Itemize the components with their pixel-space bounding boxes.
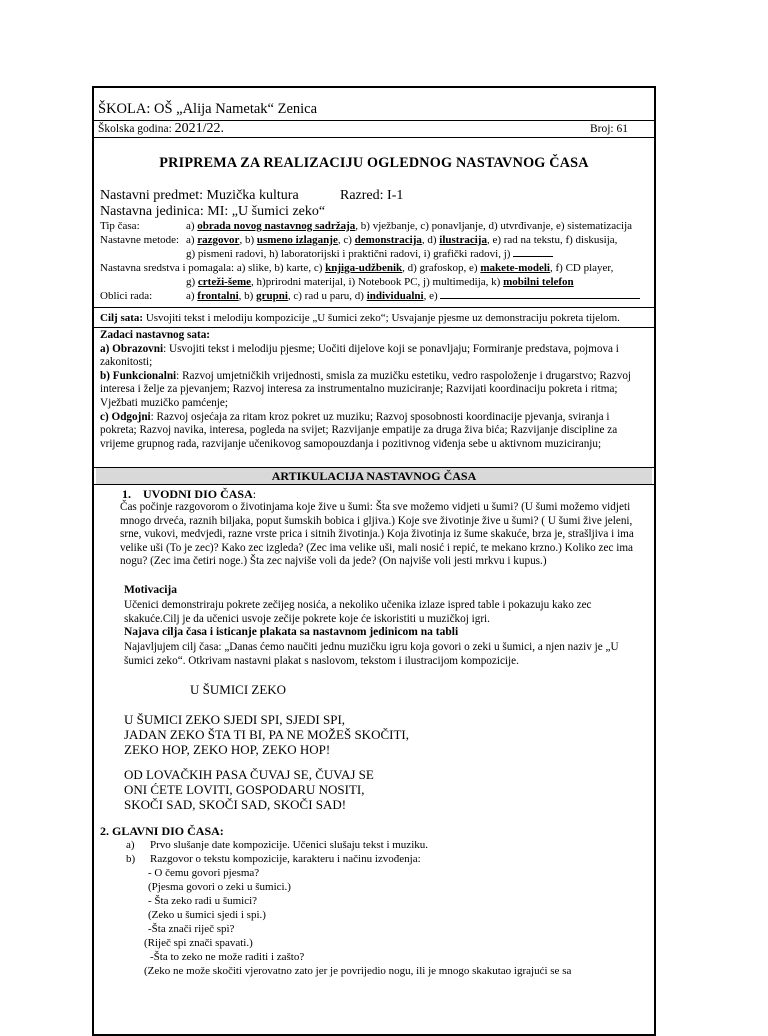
school-year-label: Školska godina: [98, 123, 172, 135]
announce-heading: Najava cilja časa i isticanje plakata sa nastavnom jedinicom na tabli [124, 626, 459, 638]
qa-line: - Šta zeko radi u šumici? [148, 895, 258, 907]
intro-heading: 1. UVODNI DIO ČASA: [122, 487, 257, 501]
means-line2: g) crteži-šeme, h)prirodni materijal, i) Notebook PC, j) multimedija, k) mobilni telefon [186, 276, 574, 288]
song-title: U ŠUMICI ZEKO [190, 682, 287, 697]
qa-line: (Zeko u šumici sjedi i spi.) [148, 909, 266, 921]
main-item-a-num: a) [126, 839, 135, 851]
lesson-tasks: Zadaci nastavnog sata: a) Obrazovni: Usvojiti tekst i melodiju pjesme; Uočiti dijelove koji se ponavljaju; Formiranje predstava, pojmova i zakonitosti; b) Funkcionalni: Razvoj umjetničkih vrijednosti, smisla za muzičku estetiku, vedro raspoloženje i drugarstvo; Razvoj interesa i želje za pjevanjem; Razvoj interesa za instrumentalno muziciranje; Razvijati koordinaciju pokreta i ritma; Vježbati muzičko pamćenje; c) Odgojni: Razvoj osjećaja za ritam kroz pokret uz muziku; Razvoj sposobnosti koordinacije pjevanja, sviranja i pokreta; Razvoj navika, interesa, pogleda na svijet; Razvijanje empatije za druga živa bića; Razvijanje discipline za vrijeme grupnog rada, razvijanje učenikovog samopouzdanja i pozitivnog viđenja sebe u aktivnom muziciranju; [100, 329, 632, 450]
methods-options: a) razgovor, b) usmeno izlaganje, c) demonstracija, d) ilustracija, e) rad na tekstu, f) diskusija, [186, 234, 618, 246]
divider [94, 137, 654, 138]
song-verse1-line1: U ŠUMICI ZEKO SJEDI SPI, SJEDI SPI, [124, 712, 346, 727]
subject-line: Nastavni predmet: Muzička kultura [100, 188, 299, 203]
divider [94, 484, 654, 485]
document-number: Broj: 61 [589, 123, 628, 135]
main-item-b-text: Razgovor o tekstu kompozicije, karakteru i načinu izvođenja: [150, 853, 421, 865]
divider [94, 307, 654, 308]
lesson-type-options: a) obrada novog nastavnog sadržaja, b) vježbanje, c) ponavljanje, d) utvrđivanje, e) sistematizacija [186, 220, 633, 232]
qa-line: (Riječ spi znači spavati.) [144, 937, 253, 949]
methods-label: Nastavne metode: [100, 234, 180, 246]
main-heading: 2. GLAVNI DIO ČASA: [100, 824, 224, 838]
qa-line: (Zeko ne može skočiti vjerovatno zato jer je povrijedio nogu, ili je mnogo skakutao igrajući se sa [144, 965, 572, 977]
qa-line: -Šta znači riječ spi? [148, 923, 235, 935]
song-verse2-line1: OD LOVAČKIH PASA ČUVAJ SE, ČUVAJ SE [124, 767, 374, 782]
methods-options-line2: g) pismeni radovi, h) laboratorijski i praktični radovi, i) grafički radovi, j) [186, 249, 553, 260]
intro-text: Čas počinje razgovorom o životinjama koje žive u šumi: Šta sve možemo vidjeti u šumi? (U šumi možemo vidjeti mnogo drveća, raznih biljaka, poput šumskih bobica i gljiva.) Koje sve životinje žive u šumi? ( U šumi žive jeleni, srne, vukovi, medvjedi, razne vrste prica i sitnih životinja.) Koja životinja iz šume skakuće, brza je, strašljiva i ima velike uši (To je zec)? Kako zec izgleda? (Zec ima velike uši, mali nosić i repić, te mekano krzno.) Koliko zec ima nogu? (Zec ima četiri noge.) Šta zec najviše voli da jede? (On najviše voli jesti mrkvu i kupus.) [120, 501, 634, 568]
song-verse2-line3: SKOČI SAD, SKOČI SAD, SKOČI SAD! [124, 797, 347, 812]
tasks-heading: Zadaci nastavnog sata: [100, 329, 211, 341]
qa-line: -Šta to zeko ne može raditi i zašto? [150, 951, 305, 963]
unit-line: Nastavna jedinica: MI: „U šumici zeko“ [100, 204, 326, 219]
main-item-b-num: b) [126, 853, 136, 865]
grade-line: Razred: I-1 [340, 188, 404, 203]
school-year-value: 2021/22. [174, 121, 225, 136]
main-item-a-text: Prvo slušanje date kompozicije. Učenici slušaju tekst i muziku. [150, 839, 428, 851]
qa-line: (Pjesma govori o zeki u šumici.) [148, 881, 291, 893]
forms-label: Oblici rada: [100, 290, 153, 302]
articulation-heading: ARTIKULACIJA NASTAVNOG ČASA [96, 468, 652, 484]
song-verse1-line3: ZEKO HOP, ZEKO HOP, ZEKO HOP! [124, 742, 331, 757]
school-name: ŠKOLA: OŠ „Alija Nametak“ Zenica [98, 101, 318, 117]
motivation-heading: Motivacija [124, 584, 178, 596]
lesson-type-label: Tip časa: [100, 220, 140, 232]
school-year [98, 122, 224, 136]
lesson-goal: Cilj sata: Usvojiti tekst i melodiju kompozicije „U šumici zeko“; Usvajanje pjesme uz demonstraciju pokreta tijelom. [100, 312, 620, 324]
qa-line: - O čemu govori pjesma? [148, 867, 260, 879]
song-verse1-line2: JADAN ZEKO ŠTA TI BI, PA NE MOŽEŠ SKOČITI, [124, 727, 409, 742]
page-title: PRIPREMA ZA REALIZACIJU OGLEDNOG NASTAVNOG ČASA [159, 155, 589, 171]
forms-options: a) frontalni, b) grupni, c) rad u paru, d) individualni, e) [186, 291, 640, 302]
motivation-text: Učenici demonstriraju pokrete zečijeg nosića, a nekoliko učenika izlaze ispred table i pokazuju kako zec skakuće.Cilj je da učenici usvoje zečije pokrete koje će iskoristiti u muzičkoj igri. [124, 599, 592, 625]
divider [94, 327, 654, 328]
announce-text: Najavljujem cilj časa: „Danas ćemo naučiti jednu muzičku igru koja govori o zeki u šumici, a njen naziv je „U šumici zeko“. Otkrivam nastavni plakat s naslovom, tekstom i ilustracijom kompozicije. [124, 641, 619, 667]
song-verse2-line2: ONI ĆETE LOVITI, GOSPODARU NOSITI, [124, 782, 365, 797]
means-line1: Nastavna sredstva i pomagala: a) slike, b) karte, c) knjiga-udžbenik, d) grafoskop, e) makete-modeli, f) CD player, [100, 262, 614, 274]
lesson-plan-sheet [92, 86, 656, 1036]
